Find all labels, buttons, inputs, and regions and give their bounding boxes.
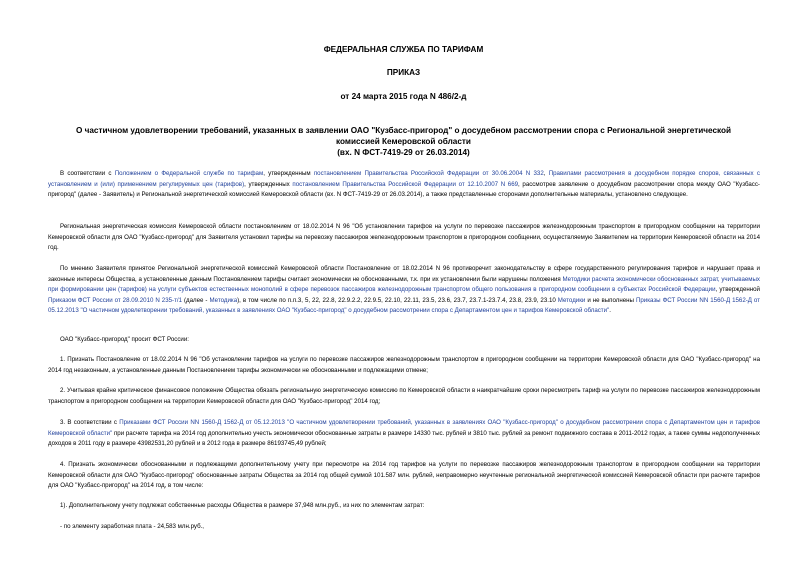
link-fst-regulation[interactable]: Положением о Федеральной службе по тарифам bbox=[114, 170, 264, 177]
paragraph-request-intro: ОАО "Кузбасс-пригород" просит ФСТ России: bbox=[60, 336, 189, 343]
paragraph-intro: В соответствии с Положением о Федеральной службе по тарифам, утвержденным постановлением Правительства Российской Федерации от 30.06.2004 N 332, Правилами рассмотрения в досудебном порядке споров, связанных с установлением и (или) применением регулируемых цен (тарифов), утвержденных постановлением Правительства Российской Федерации от 12.10.2007 N 669, рассмотрев заявление о досудебном рассмотрении спора между ОАО "Кузбасс-пригород" (далее - Заявитель) и Региональной энергетической комиссией Кемеровской области (вх. N ФСТ-7419-29 от 26.03.2014), а также представленные сторонами дополнительные материалы, установлено следующее. bbox=[48, 170, 760, 199]
link-decree-669[interactable]: постановлением Правительства Российской Федерации от 12.10.2007 N 669 bbox=[292, 180, 519, 188]
link-methodology-short[interactable]: Методика bbox=[209, 296, 238, 304]
paragraph-item-2: 2. Учитывая крайне критическое финансовое положение Общества обязать региональную энергетическую комиссию по Кемеровской области в наикратчайшие сроки пересмотреть тариф на услуги по перевозке пассажиров железнодорожным транспортом в пригородном сообщении на территории Кемеровской области для ОАО "Кузбасс-пригород" 2014 год; bbox=[48, 387, 760, 405]
link-decree-332[interactable]: постановлением Правительства Российской Федерации от 30.06.2004 N 332 bbox=[313, 170, 544, 177]
link-methodology-points[interactable]: Методики bbox=[557, 296, 586, 304]
paragraph-item-4: 4. Признать экономически обоснованными и подлежащими дополнительному учету при пересмотре на 2014 год тарифов на услуги по перевозке пассажиров железнодорожным транспортом в пригородном сообщении на территории Кемеровской области для ОАО "Кузбасс-пригород" обоснованные затраты Общества за 2014 год общей суммой 101.587 млн. рублей, неправомерно неучтенные региональной энергетической комиссией Кемеровской области при расчете тарифов для ОАО "Кузбасс-пригород" на 2014 год, в том числе: bbox=[48, 461, 760, 490]
link-dispute-rules[interactable]: Правилами рассмотрения в досудебном порядке споров, связанных с установлением и (или) применением регулируемых цен (тарифов) bbox=[48, 170, 760, 188]
link-methodology[interactable]: Методики расчета экономически обоснованных затрат, учитываемых при формировании цен (тарифов) на услуги субъектов естественных монополий в сфере перевозок пассажиров железнодорожным транспортом общего пользования в пригородном сообщении в субъектах Российской Федерации bbox=[48, 275, 760, 294]
agency-heading: ФЕДЕРАЛЬНАЯ СЛУЖБА ПО ТАРИФАМ bbox=[323, 45, 484, 54]
paragraph-subitem-1: 1). Дополнительному учету подлежат собственные расходы Общества в размере 37,948 млн.руб., из них по элементам затрат: bbox=[60, 502, 425, 509]
paragraph-item-1: 1. Признать Постановление от 18.02.2014 N 96 "Об установлении тарифов на услуги по перевозке пассажиров железнодорожным транспортом в пригородном сообщении на территории Кемеровской области для ОАО "Кузбасс-пригород" на 2014 год незаконным, а установленные данным Постановлением тарифы экономически не обоснованными и подлежащими отмене; bbox=[48, 356, 760, 374]
paragraph-applicant-opinion: По мнению Заявителя принятое Региональной энергетической комиссией Кемеровской области Постановление от 18.02.2014 N 96 противоречит законодательству в сфере государственного регулирования тарифов и нарушает права и законные интересы Общества, а установленные данным Постановлением тарифы считает экономически не обоснованными, т.к. при их установлении были нарушены положения Методики расчета экономически обоснованных затрат, учитываемых при формировании цен (тарифов) на услуги субъектов естественных монополий в сфере перевозок пассажиров железнодорожным транспортом общего пользования в пригородном сообщении в субъектах Российской Федерации, утвержденной Приказом ФСТ России от 28.09.2010 N 235-т/1 (далее - Методика), в том числе по п.п.3, 5, 22, 22.8, 22.9.2.2, 22.9.5, 22.10, 22.11, 23.5, 23.6, 23.7, 23.7.1-23.7.4, 23.8, 23.9, 23.10 Методики и не выполнены Приказы ФСТ России NN 1560-Д 1562-Д от 05.12.2013 "О частичном удовлетворении требований, указанных в заявлениях ОАО "Кузбасс-пригород" о досудебном рассмотрении спора с Департаментом цен и тарифов Кемеровской области". bbox=[48, 265, 760, 315]
document-title-line3: (вх. N ФСТ-7419-29 от 26.03.2014) bbox=[337, 148, 470, 157]
link-order-235[interactable]: Приказом ФСТ России от 28.09.2010 N 235-т/1 bbox=[48, 296, 183, 304]
link-orders-1560-1562[interactable]: Приказы ФСТ России NN 1560-Д 1562-Д от 05.12.2013 "О частичном удовлетворении требований, указанных в заявлениях ОАО "Кузбасс-пригород" о досудебном рассмотрении спора с Департаментом цен и тарифов Кемеровской области" bbox=[48, 296, 760, 315]
document-type: ПРИКАЗ bbox=[386, 68, 421, 77]
document-date-number: от 24 марта 2015 года N 486/2-д bbox=[340, 92, 467, 101]
document-title-line2: комиссией Кемеровской области bbox=[336, 137, 471, 146]
document-title-line1: О частичном удовлетворении требований, указанных в заявлении ОАО "Кузбасс-пригород" о досудебном рассмотрении спора с Региональной энергетической bbox=[75, 126, 732, 135]
paragraph-rek-decision: Региональная энергетическая комиссия Кемеровской области постановлением от 18.02.2014 N 96 "Об установлении тарифов на услуги по перевозке пассажиров железнодорожным транспортом в пригородном сообщении на территории Кемеровской области для ОАО "Кузбасс-пригород" для Заявителя установил тарифы на перевозку пассажиров железнодорожным транспортом в пригородном сообщении, осуществляемую Заявителем на территории Кемеровской области на 2014 год. bbox=[48, 223, 760, 252]
paragraph-item-3: 3. В соответствии с Приказами ФСТ России NN 1560-Д 1562-Д от 05.12.2013 "О частичном удовлетворении требований, указанных в заявлениях ОАО "Кузбасс-пригород" о досудебном рассмотрении спора с Департаментом цен и тарифов Кемеровской области" при расчете тарифа на 2014 год дополнительно учесть экономически обоснованные затраты в размере 14330 тыс. рублей и 3810 тыс. рублей за ремонт подвижного состава в 2011-2012 годах, а также суммы недополученных доходов в 2011 году в размере 43982531,20 рублей и в 2012 года в размере 86193745,49 рублей; bbox=[48, 419, 760, 448]
paragraph-salary-element: - по элементу заработная плата - 24,583 млн.руб., bbox=[60, 523, 204, 530]
link-orders-1560-1562-item3[interactable]: Приказами ФСТ России NN 1560-Д 1562-Д от 05.12.2013 "О частичном удовлетворении требований, указанных в заявлениях ОАО "Кузбасс-пригород" о досудебном рассмотрении спора с Департаментом цен и тарифов Кемеровской области" bbox=[48, 419, 760, 437]
